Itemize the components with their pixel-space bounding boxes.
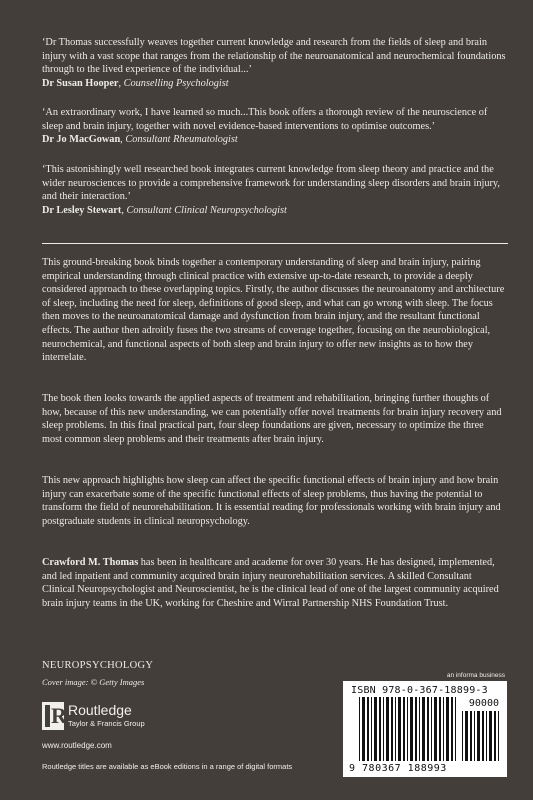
routledge-logo-icon: R	[42, 702, 64, 730]
isbn-text: ISBN 978-0-367-18899-3	[351, 685, 488, 696]
publisher-subtitle: Taylor & Francis Group	[68, 719, 145, 728]
endorsement-3-text: ‘This astonishingly well researched book integrates current knowledge from sleep theory and practice and the wider neurosciences to provide a comprehensive framework for understanding sleep disorders and brain injury, and their interaction.’	[42, 164, 500, 203]
informa-note: an informa business	[446, 672, 505, 679]
ebook-note: Routledge titles are available as eBook editions in a range of digital formats	[42, 762, 293, 771]
publisher-url: www.routledge.com	[42, 741, 112, 750]
endorsement-2-text: ‘An extraordinary work, I have learned so much...This book offers a thorough review of the neuroscience of sleep and brain injury, together with novel evidence-based interventions to optimise outcomes.’	[42, 107, 488, 132]
publisher-name: Routledge	[68, 702, 132, 718]
barcode-bars-icon	[359, 697, 457, 761]
endorsement-3-title: Consultant Clinical Neuropsychologist	[126, 204, 287, 216]
barcode	[343, 681, 507, 777]
endorsement-3-name: Dr Lesley Stewart	[42, 204, 122, 216]
author-name: Crawford M. Thomas	[42, 557, 139, 568]
endorsement-1-title: Counselling Psychologist	[123, 77, 229, 89]
endorsement-1-text: ‘Dr Thomas successfully weaves together current knowledge and research from the fields of sleep and brain injury with a vast scope that ranges from the relationship of the neuroanatomical and neurochemical foundations through to the lived experience of the individual...’	[42, 37, 506, 76]
series-label: NEUROPSYCHOLOGY	[42, 660, 154, 671]
cover-credit: Cover image: © Getty Images	[42, 677, 145, 687]
endorsement-1-name: Dr Susan Hooper	[42, 77, 119, 89]
description-paragraph-1: This ground-breaking book binds together a contemporary understanding of sleep and brain injury, pairing empirical understanding through clinical practice with extensive up-to-date research, to provide a deeply considered approach to these overlapping topics. Firstly, the author discusses the neuroanatomy and architecture of sleep, including the need for sleep, definitions of good sleep, and what can go wrong with sleep. The focus then moves to the neuroanatomical damage and dysfunction from brain injury, and the resultant functional effects. The author then adroitly fuses the two streams of coverage together, focusing on the neurobiological, neurochemical, and functional aspects of both sleep and brain injury to offer new insights as to how they interrelate.	[42, 257, 505, 364]
description-paragraph-3: This new approach highlights how sleep can affect the specific functional effects of brain injury and how brain injury can exacerbate some of the specific functional effects of sleep problems, thus having the potential to transform the field of neurorehabilitation. It is essential reading for professionals working with brain injury and postgraduate students in clinical neuropsychology.	[42, 475, 501, 527]
description-paragraph-2: The book then looks towards the applied aspects of treatment and rehabilitation, bringing further thoughts of how, because of this new understanding, we can potentially offer novel treatments for brain injury recovery and sleep problems. In this final practical part, four sleep foundations are given, necessary to optimize the three most common sleep problems and their treatments after brain injury.	[42, 393, 502, 445]
barcode-addon-bars-icon	[462, 711, 500, 761]
endorsement-2-title: Consultant Rheumatologist	[125, 134, 238, 146]
barcode-digits: 9 780367 188993	[349, 763, 447, 774]
endorsement-2: ‘An extraordinary work, I have learned so much...This book offers a thorough review of the neuroscience of sleep and brain injury, together with novel evidence-based interventions to optimise outcomes.’ Dr Jo MacGowan, Consultant Rheumatologist	[42, 106, 508, 147]
price-code: 90000	[468, 698, 499, 709]
endorsement-3: ‘This astonishingly well researched book integrates current knowledge from sleep theory and practice and the wider neurosciences to provide a comprehensive framework for understanding sleep disorders and brain injury, and their interaction.’ Dr Lesley Stewart, Consultant Clinical Neuropsychologist	[42, 163, 508, 217]
divider	[42, 243, 508, 244]
endorsement-1: ‘Dr Thomas successfully weaves together current knowledge and research from the fields of sleep and brain injury with a vast scope that ranges from the relationship of the neuroanatomical and neurochemical foundations through to the lived experience of the individual...’ Dr Susan Hooper, Counselling Psychologist	[42, 36, 508, 90]
endorsement-2-name: Dr Jo MacGowan	[42, 134, 121, 146]
author-bio-text: has been in healthcare and academe for over 30 years. He has designed, implemented, and led inpatient and community acquired brain injury neurorehabilitation services. A skilled Consultant Clinical Neuropsychologist and Neuroscientist, he is the clinical lead of one of the largest community acquired brain injury teams in the UK, working for Cheshire and Wirral Partnership NHS Foundation Trust.	[42, 557, 499, 609]
author-bio	[42, 556, 506, 610]
